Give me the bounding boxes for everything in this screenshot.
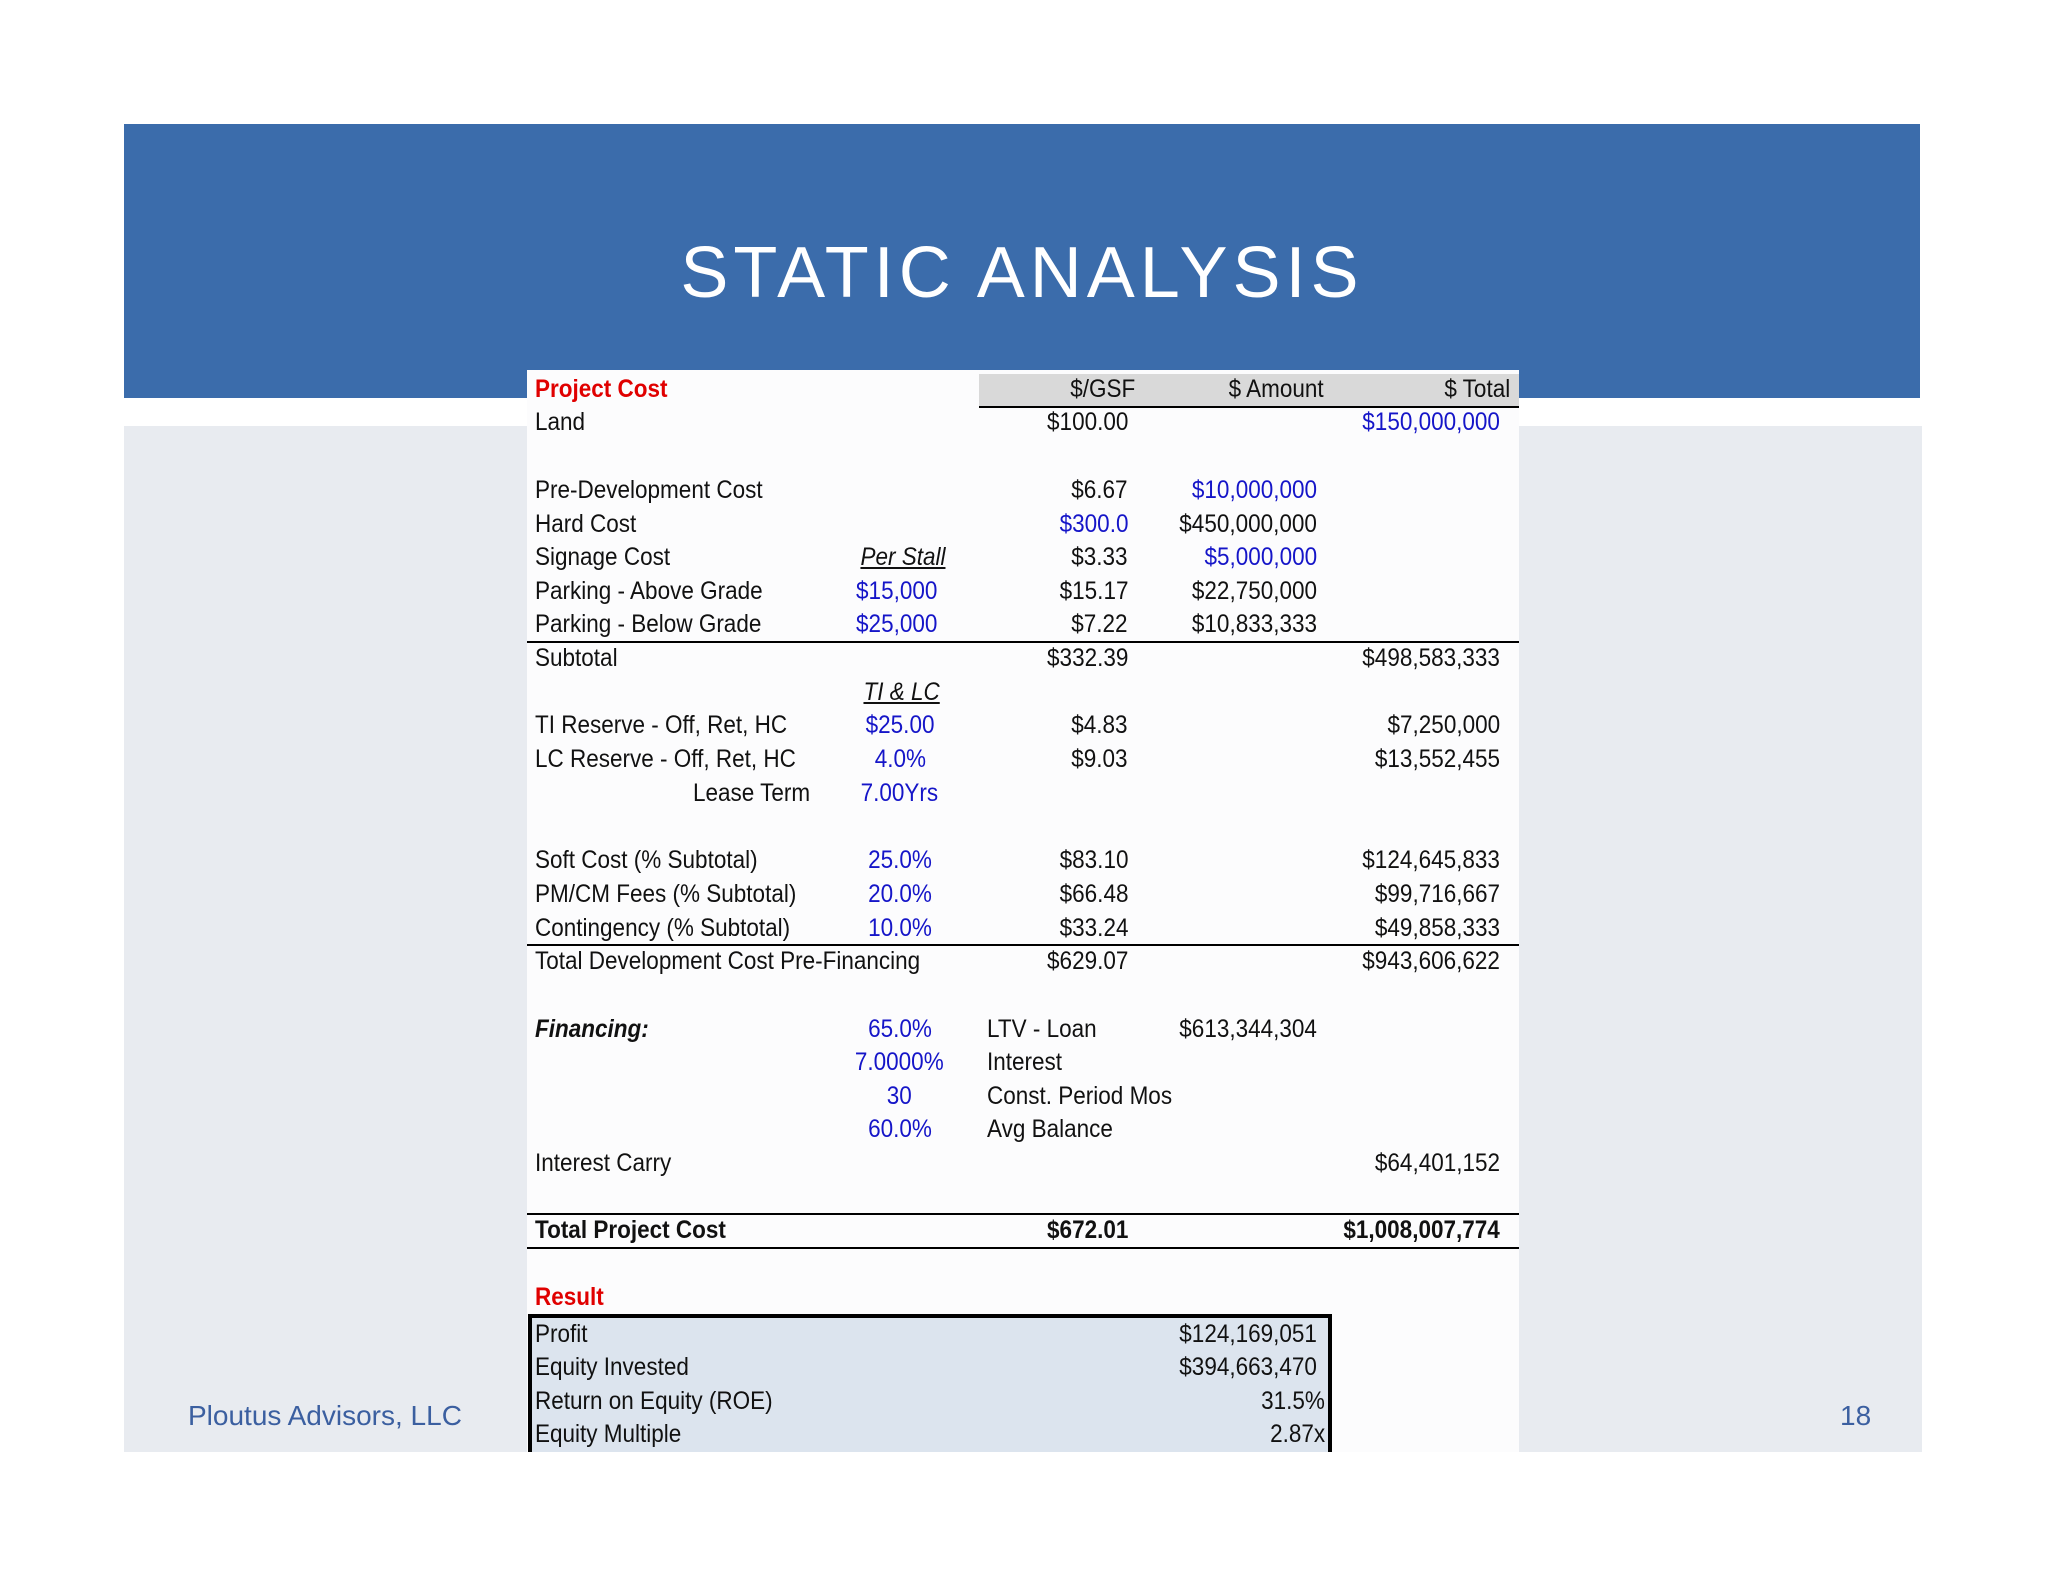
row-label: Land <box>535 408 586 436</box>
cell-gsf: $629.07 <box>1046 947 1128 975</box>
row-label: Lease Term <box>692 779 810 807</box>
row-label: Total Project Cost <box>535 1216 726 1244</box>
financing-item-label: Interest <box>987 1048 1063 1076</box>
result-value: 31.5% <box>1261 1387 1325 1415</box>
col-header-total: $ Total <box>1444 375 1510 403</box>
financing-label: Financing: <box>535 1015 649 1043</box>
row-label: Pre-Development Cost <box>535 476 763 504</box>
row-label: Parking - Above Grade <box>535 577 763 605</box>
ti-lc-note: TI & LC <box>863 678 940 706</box>
row-label: Signage Cost <box>535 543 671 571</box>
per-stall-note: Per Stall <box>859 543 945 571</box>
financing-item-label: Const. Period Mos <box>987 1082 1173 1110</box>
financing-item-label: LTV - Loan <box>987 1015 1097 1043</box>
cell-total: $7,250,000 <box>1387 711 1500 739</box>
row-label: LC Reserve - Off, Ret, HC <box>535 745 796 773</box>
row-label: Total Development Cost Pre-Financing <box>535 947 921 975</box>
cell-total: $943,606,622 <box>1362 947 1500 975</box>
cell-amount: $613,344,304 <box>1179 1015 1317 1043</box>
cell-input: $25,000 <box>855 610 937 638</box>
result-label: Return on Equity (ROE) <box>535 1387 773 1415</box>
row-label: PM/CM Fees (% Subtotal) <box>535 880 797 908</box>
row-label: Soft Cost (% Subtotal) <box>535 846 758 874</box>
cell-amount: $22,750,000 <box>1191 577 1317 605</box>
cell-gsf: $15.17 <box>1059 577 1128 605</box>
financing-item-label: Avg Balance <box>987 1115 1113 1143</box>
cell-total: $124,645,833 <box>1362 846 1500 874</box>
cell-gsf: $6.67 <box>1071 476 1128 504</box>
row-label: Subtotal <box>535 644 618 672</box>
cell-input: 30 <box>886 1082 912 1110</box>
row-label: Parking - Below Grade <box>535 610 762 638</box>
cell-input: 65.0% <box>868 1015 932 1043</box>
cell-gsf: $33.24 <box>1059 914 1128 942</box>
page-number: 18 <box>1840 1400 1872 1431</box>
cell-total: $150,000,000 <box>1362 408 1500 436</box>
cell-total: $64,401,152 <box>1374 1149 1500 1177</box>
cell-gsf: $672.01 <box>1046 1216 1128 1244</box>
cell-total: $13,552,455 <box>1374 745 1500 773</box>
slide-title: STATIC ANALYSIS <box>680 233 1364 313</box>
cell-gsf: $83.10 <box>1059 846 1128 874</box>
cell-input: $25.00 <box>865 711 934 739</box>
result-value: 2.87x <box>1269 1420 1325 1448</box>
cell-amount: $10,833,333 <box>1191 610 1317 638</box>
cell-gsf: $300.0 <box>1059 510 1128 538</box>
cell-gsf: $9.03 <box>1071 745 1128 773</box>
result-title: Result <box>535 1283 604 1311</box>
cell-amount: $5,000,000 <box>1204 543 1317 571</box>
cell-input: 7.00Yrs <box>860 779 938 807</box>
cell-input: 7.0000% <box>855 1048 944 1076</box>
cell-amount: $10,000,000 <box>1191 476 1317 504</box>
result-value: $124,169,051 <box>1179 1320 1317 1348</box>
cell-total: $99,716,667 <box>1374 880 1500 908</box>
col-header-gsf: $/GSF <box>1069 375 1135 403</box>
section-title-project-cost: Project Cost <box>535 375 668 403</box>
cell-input: 10.0% <box>868 914 932 942</box>
row-label: Hard Cost <box>535 510 637 538</box>
cell-total: $1,008,007,774 <box>1343 1216 1500 1244</box>
cell-input: 4.0% <box>874 745 926 773</box>
footer-company: Ploutus Advisors, LLC <box>188 1400 462 1431</box>
cell-gsf: $332.39 <box>1046 644 1128 672</box>
cell-amount: $450,000,000 <box>1179 510 1317 538</box>
result-label: Equity Multiple <box>535 1420 682 1448</box>
col-header-amount: $ Amount <box>1228 375 1324 403</box>
cell-input: 60.0% <box>868 1115 932 1143</box>
row-label: TI Reserve - Off, Ret, HC <box>535 711 788 739</box>
cell-gsf: $7.22 <box>1071 610 1128 638</box>
result-label: Profit <box>535 1320 588 1348</box>
cell-input: 25.0% <box>868 846 932 874</box>
row-label: Interest Carry <box>535 1149 672 1177</box>
row-label: Contingency (% Subtotal) <box>535 914 791 942</box>
cell-input: $15,000 <box>855 577 937 605</box>
cell-gsf: $100.00 <box>1046 408 1128 436</box>
cell-input: 20.0% <box>868 880 932 908</box>
result-label: Equity Invested <box>535 1353 689 1381</box>
cell-total: $498,583,333 <box>1362 644 1500 672</box>
cell-gsf: $4.83 <box>1071 711 1128 739</box>
cell-total: $49,858,333 <box>1374 914 1500 942</box>
title-banner <box>124 124 1920 398</box>
total-bottom-rule <box>527 1247 1519 1249</box>
result-value: $394,663,470 <box>1179 1353 1317 1381</box>
cell-gsf: $3.33 <box>1071 543 1128 571</box>
cell-gsf: $66.48 <box>1059 880 1128 908</box>
